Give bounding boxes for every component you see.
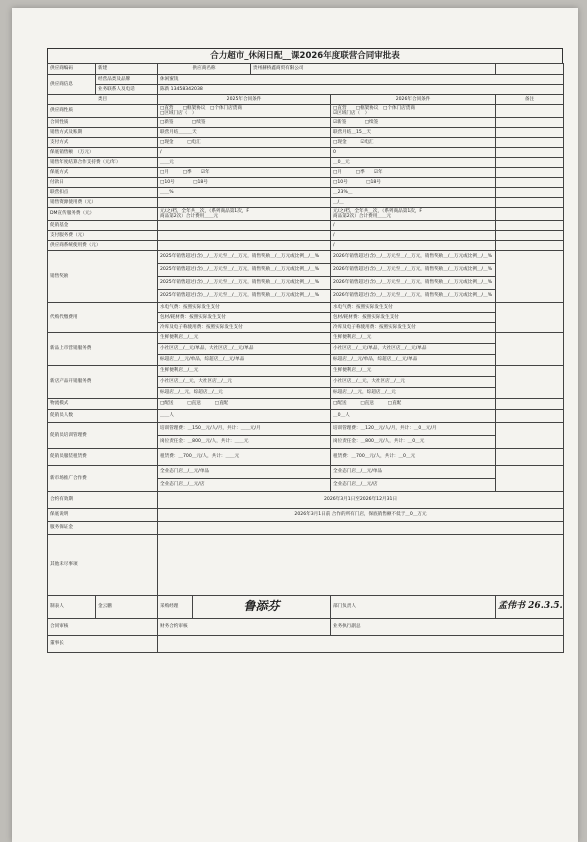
paper-sheet (12, 8, 578, 842)
term-row-2025 (158, 241, 331, 251)
agency-fee-line (48, 303, 564, 313)
sales-reward-2025: 2025年销售超过(含)＿/＿万元至＿/＿万元，销售奖励＿/＿万元或比例＿/＿% (158, 251, 331, 264)
term-row-2026: ＿/＿ (331, 198, 496, 208)
term-row-2026: / (331, 241, 496, 251)
term-row-2025: □10号 □18号 (158, 178, 331, 188)
remark-header: 备注 (496, 95, 564, 105)
terms-2026-header: 2026年合同条件 (331, 95, 496, 105)
promoters-row-2026: ＿0＿人 (331, 410, 496, 423)
uniform-fee-row (48, 449, 564, 466)
contact-label: 业务联系人及电话 (96, 85, 158, 95)
term-row-remark (496, 128, 564, 138)
uniform-fee-row-2025: 租赁费：＿700＿元/人，共计：＿＿元 (158, 449, 331, 466)
validity-label: 合约有效期 (48, 492, 158, 509)
logistics-row-2026: □配送 □直送 □直配 (331, 399, 496, 410)
other-row (48, 535, 564, 596)
new-listing-fee-2025: 标超店＿/＿元/单品，综超店＿/＿元/单品 (158, 355, 331, 366)
new-listing-fee-2026: 标超店＿/＿元/单品，综超店＿/＿元/单品 (331, 355, 496, 366)
guarantee-label: 保底说明 (48, 509, 158, 522)
term-row-remark (496, 105, 564, 118)
new-listing-fee-2026: 生鲜便利店＿/＿元 (331, 333, 496, 344)
term-row-2026: 联营月结＿15＿天 (331, 128, 496, 138)
term-row-2025: ＿＿% (158, 188, 331, 198)
agency-fee-remark (496, 303, 564, 333)
sales-reward-label: 销售奖励 (48, 251, 158, 303)
term-row-remark (496, 138, 564, 148)
agency-fee-2025: 包材/耗材费：按照实际发生支付 (158, 313, 331, 323)
agency-fee-2025: 水电气费：按照实际发生支付 (158, 303, 331, 313)
buyer-label: 采购经理 (158, 596, 193, 619)
term-row-2026: ＿23%＿ (331, 188, 496, 198)
new-listing-fee-2025: 小社区店＿/＿元/单品，大社区店＿/＿元/单品 (158, 344, 331, 355)
term-row-remark (496, 188, 564, 198)
term-row (48, 118, 564, 128)
logistics-row (48, 399, 564, 410)
term-row-2026: □直营 □框架协议 □个体门店货商 ☑区域门店（ ） (331, 105, 496, 118)
promo-fee-2025: 全业态门店＿/＿元/店 (158, 479, 331, 492)
term-row-remark (496, 148, 564, 158)
promo-fee-2026: 全业态门店＿/＿元/店 (331, 479, 496, 492)
term-row (48, 178, 564, 188)
term-row-2025: □月 □季 ☑年 (158, 168, 331, 178)
term-row-2026: □10号 □18号 (331, 178, 496, 188)
deposit-value (158, 522, 564, 535)
term-row-label: 联营扣点 (48, 188, 158, 198)
term-row-2026: □现金 ☑电汇 (331, 138, 496, 148)
new-store-fee-2025: 小社区店＿/＿元，大社区店＿/＿元 (158, 377, 331, 388)
approval-table (47, 63, 564, 653)
blank-cell (496, 64, 564, 75)
new-store-fee-2025: 标超店＿/＿元，综超店＿/＿元 (158, 388, 331, 399)
promoter-fee-remark (496, 423, 564, 449)
term-row (48, 208, 564, 221)
term-row-label: 合同性质 (48, 118, 158, 128)
promo-fee-label: 新市场推广合作费 (48, 466, 158, 492)
term-row-label: 保底销售额 （万元） (48, 148, 158, 158)
term-row-label: 供应商系统使用费（元） (48, 241, 158, 251)
supplier-name-label: 供应商名称 (158, 64, 251, 75)
supplier-info-label: 供应商信息 (48, 75, 96, 95)
logistics-row-remark (496, 399, 564, 410)
promoter-fee-2026: 岗位责任金：＿800＿元/人，共计：＿0＿元 (331, 436, 496, 449)
new-store-fee-2026: 标超店＿/＿元，综超店＿/＿元 (331, 388, 496, 399)
term-row (48, 241, 564, 251)
term-row-2025 (158, 198, 331, 208)
term-row-label: 支付服务费（元） (48, 231, 158, 241)
validity-value: 2026年3月1日至2026年12月31日 (158, 492, 564, 509)
term-row-remark (496, 198, 564, 208)
sales-reward-2026: 2026年销售超过(含)＿/＿万元至＿/＿万元，销售奖励＿/＿万元或比例＿/＿% (331, 290, 496, 303)
form-title: 合力超市_休闲日配__课2026年度联营合同审批表 (47, 48, 563, 63)
promoters-row-2025: ＿＿人 (158, 410, 331, 423)
term-row (48, 168, 564, 178)
new-store-fee-label: 新店产品开销服务费 (48, 366, 158, 399)
new-listing-fee-line (48, 333, 564, 344)
deposit-row (48, 522, 564, 535)
term-row-2025: ＿＿元 (158, 158, 331, 168)
term-row-remark (496, 178, 564, 188)
guarantee-value: 2026年3月1日前 合作的所有门店，保底销售额不低于＿0＿万元 (158, 509, 564, 522)
new-listing-fee-remark (496, 333, 564, 366)
brand-label: 经营品类及品牌 (96, 75, 158, 85)
term-row-2025 (158, 221, 331, 231)
maker-label: 制表人 (48, 596, 96, 619)
term-row (48, 221, 564, 231)
dept-head-label: 部门负责人 (331, 596, 496, 619)
term-row-remark (496, 221, 564, 231)
promo-fee-2026: 全业态门店＿/＿元/单品 (331, 466, 496, 479)
term-row-label: 销售资源使用费（元） (48, 198, 158, 208)
term-row (48, 105, 564, 118)
term-row-2026: ＿0＿元 (331, 158, 496, 168)
brand-value: 休闲蜜饯 (158, 75, 564, 85)
term-row-2025: □新签 □续签 (158, 118, 331, 128)
other-value (158, 535, 564, 596)
term-row-2026: 0 (331, 148, 496, 158)
term-row-2025: □直营 □框架协议 □个体门店货商 □区域门店（ ） (158, 105, 331, 118)
term-row-remark (496, 208, 564, 221)
sales-reward-2026: 2026年销售超过(含)＿/＿万元至＿/＿万元，销售奖励＿/＿万元或比例＿/＿% (331, 277, 496, 290)
term-row-label: 付款日 (48, 178, 158, 188)
promo-fee-remark (496, 466, 564, 492)
contract-review-label: 合同审核 (48, 619, 158, 636)
term-row-label: 保底方式 (48, 168, 158, 178)
sales-reward-line (48, 251, 564, 264)
term-row-2025: 联营月结＿＿＿天 (158, 128, 331, 138)
agency-fee-label: 代购代缴费用 (48, 303, 158, 333)
new-listing-fee-2026: 小社区店＿/＿元/单品，大社区店＿/＿元/单品 (331, 344, 496, 355)
term-row-remark (496, 158, 564, 168)
new-store-fee-line (48, 366, 564, 377)
term-row-label: DM宣传服务费（元） (48, 208, 158, 221)
sales-reward-2025: 2025年销售超过(含)＿/＿万元至＿/＿万元，销售奖励＿/＿万元或比例＿/＿% (158, 264, 331, 277)
agency-fee-2026: 冷库及电子称使用费：按照实际发生支付 (331, 323, 496, 333)
buyer-signature: 鲁添芬 (193, 596, 331, 619)
term-row (48, 128, 564, 138)
sales-reward-remark (496, 251, 564, 303)
term-row-label: 销售年度结算合作支持费（元/年） (48, 158, 158, 168)
term-row-2026: □月 □季 ☑年 (331, 168, 496, 178)
finance-review-label: 财务合约审核 (158, 619, 331, 636)
term-row-remark (496, 168, 564, 178)
term-row-remark (496, 241, 564, 251)
sales-reward-2026: 2026年销售超过(含)＿/＿万元至＿/＿万元，销售奖励＿/＿万元或比例＿/＿% (331, 264, 496, 277)
guarantee-row (48, 509, 564, 522)
approval-form (47, 48, 563, 653)
promo-fee-2025: 全业态门店＿/＿元/单品 (158, 466, 331, 479)
maker-value: 金云鹏 (96, 596, 158, 619)
agency-fee-2025: 冷库及电子称使用费：按照实际发生支付 (158, 323, 331, 333)
promoter-fee-label: 促销员培训管理费 (48, 423, 158, 449)
term-row (48, 231, 564, 241)
sales-reward-2025: 2025年销售超过(含)＿/＿万元至＿/＿万元，销售奖励＿/＿万元或比例＿/＿% (158, 277, 331, 290)
category-header: 类目 (48, 95, 158, 105)
terms-2025-header: 2025年合同条件 (158, 95, 331, 105)
term-row (48, 158, 564, 168)
supplier-name-value: 贵州赫桥鑫商贸有限公司 (251, 64, 496, 75)
term-row-2026: / (331, 231, 496, 241)
agency-fee-2026: 包材/耗材费：按照实际发生支付 (331, 313, 496, 323)
promoters-row (48, 410, 564, 423)
chairman-value (158, 636, 564, 653)
term-row-2025 (158, 231, 331, 241)
contact-value: 陈新 13458342038 (158, 85, 564, 95)
term-row (48, 148, 564, 158)
supplier-code-label: 供应商编码 (48, 64, 96, 75)
dept-head-signature: 孟伟书 26.3.5. (496, 596, 564, 619)
deposit-label: 服务保证金 (48, 522, 158, 535)
term-row (48, 138, 564, 148)
exec-leader-label: 业务执行副总 (331, 619, 564, 636)
term-row-label: 供应商性质 (48, 105, 158, 118)
term-row-label: 销售方式及账期 (48, 128, 158, 138)
term-row-2026: / (331, 221, 496, 231)
promoters-row-remark (496, 410, 564, 423)
uniform-fee-row-2026: 租赁费：＿700＿元/人，共计：＿0＿元 (331, 449, 496, 466)
new-store-fee-2025: 生鲜便利店＿/＿元 (158, 366, 331, 377)
sales-reward-2025: 2025年销售超过(含)＿/＿万元至＿/＿万元，销售奖励＿/＿万元或比例＿/＿% (158, 290, 331, 303)
supplier-code-value: 新建 (96, 64, 158, 75)
term-row-2025: 元/之/档，全年共＿次，（系列商品第1次，F 商品第2次）合计费用＿＿元 (158, 208, 331, 221)
logistics-row-2025: □配送 □直送 □直配 (158, 399, 331, 410)
promoter-fee-2026: 培训管理费：＿120＿元/人/月，共计：＿0＿元/月 (331, 423, 496, 436)
sales-reward-2026: 2026年销售超过(含)＿/＿万元至＿/＿万元，销售奖励＿/＿万元或比例＿/＿% (331, 251, 496, 264)
promoter-fee-2025: 培训管理费：＿150＿元/人/月，共计：＿＿元/月 (158, 423, 331, 436)
uniform-fee-row-label: 促销员服装租赁费 (48, 449, 158, 466)
validity-row (48, 492, 564, 509)
term-row (48, 198, 564, 208)
new-store-fee-2026: 小社区店＿/＿元，大社区店＿/＿元 (331, 377, 496, 388)
promoter-fee-2025: 岗位责任金：＿800＿元/人，共计：＿＿元 (158, 436, 331, 449)
promoter-fee-line (48, 423, 564, 436)
new-listing-fee-label: 新品上市营销服务费 (48, 333, 158, 366)
term-row-2026: 元/之/档，全年共＿次，（系列商品第1次，F 商品第2次）合计费用＿＿元 (331, 208, 496, 221)
term-row-2025: □现金 □电汇 (158, 138, 331, 148)
new-store-fee-remark (496, 366, 564, 399)
promo-fee-line (48, 466, 564, 479)
new-store-fee-2026: 生鲜便利店＿/＿元 (331, 366, 496, 377)
term-row-remark (496, 118, 564, 128)
term-row-2025: / (158, 148, 331, 158)
logistics-row-label: 物流模式 (48, 399, 158, 410)
chairman-label: 董事长 (48, 636, 158, 653)
new-listing-fee-2025: 生鲜便利店＿/＿元 (158, 333, 331, 344)
other-label: 其他未尽事项 (48, 535, 158, 596)
term-row-2026: ☑新签 □续签 (331, 118, 496, 128)
term-row-label: 支付方式 (48, 138, 158, 148)
term-row-label: 促销基金 (48, 221, 158, 231)
promoters-row-label: 促销员人数 (48, 410, 158, 423)
uniform-fee-row-remark (496, 449, 564, 466)
term-row (48, 188, 564, 198)
agency-fee-2026: 水电气费：按照实际发生支付 (331, 303, 496, 313)
term-row-remark (496, 231, 564, 241)
